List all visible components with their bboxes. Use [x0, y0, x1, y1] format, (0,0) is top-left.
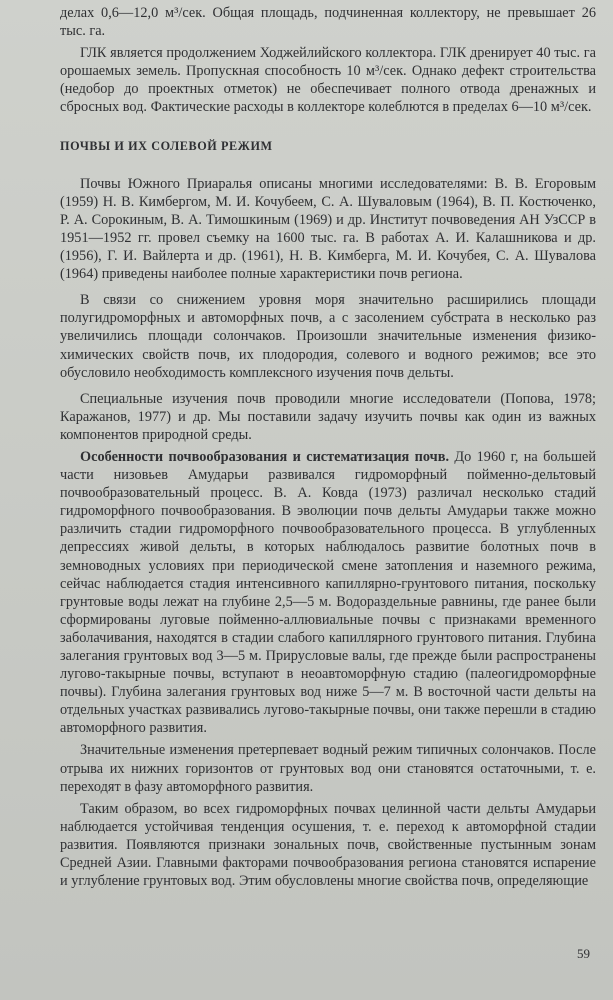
section-heading: ПОЧВЫ И ИХ СОЛЕВОЙ РЕЖИМ	[60, 138, 273, 153]
run-in-heading: Особенности почвообразования и систематизация почв.	[80, 448, 450, 465]
paragraph-soils-intro: Почвы Южного Приаралья описаны многими исследователями: В. В. Егоровым (1959) Н. В. Кимбергом, М. И. Кочубеем, С. А. Шуваловым (1964), В. П. Костюченко, Р. А. Сорокиным, В. А. Тимошкиным (1969) и др. Институт почвоведения АН УзССР в 1951—1952 гг. провел съемку на 1600 тыс. га. В работах А. И. Калашникова и др. (1956), Г. И. Вайлерта и др. (1961), Н. В. Кимберга, М. И. Кочубея, С. А. Шувалова (1964) приведены наиболее полные характеристики почв региона.	[60, 175, 596, 283]
page-body	[60, 4, 596, 890]
paragraph-soil-formation-text: До 1960 г, на большей части низовьев Амударьи развивался гидроморфный пойменно-дельтовый почвообразовательный процесс. В. А. Ковда (1973) различал несколько стадий гидроморфного почвообразования. В эволюции почв дельты Амударьи также можно различить стадии гидроморфного почвообразовательного процесса. В углубленных депрессиях живой дельты, в которых наблюдалось развитие болотных почв в земноводных условиях при периодической смене затопления и наземного режима, сейчас наблюдается стадия интенсивного капиллярно-грунтового питания, поскольку грунтовые воды лежат на глубине 2,5—5 м. Водораздельные равнины, где ранее были сформированы луговые пойменно-аллювиальные почвы с признаками временного заболачивания, находятся в стадии слабого капиллярного грунтового питания. Глубина залегания грунтовых вод 3—5 м. Прирусловые валы, где прежде были распространены лугово-такырные почвы, вступают в неоавтоморфную стадию (палеогидроморфные почвы). Глубина залегания грунтовых вод ниже 5—7 м. В восточной части дельты на отдельных участках развивались лугово-такырные почвы, они также перешли в стадию автоморфного развития.	[60, 448, 597, 737]
page-number: 59	[577, 946, 590, 961]
paragraph-conclusion: Таким образом, во всех гидроморфных почвах целинной части дельты Амударьи наблюдается устойчивая тенденция осушения, т. е. переход к автоморфной стадии развития. Появляются признаки зональных почв, свойственные пустынным зонам Средней Азии. Главными факторами почвообразования региона становятся испарение и углубление грунтовых вод. Этим обусловлены многие свойства почв, определяющие	[60, 800, 596, 890]
paragraph-sea-level: В связи со снижением уровня моря значительно расширились площади полугидроморфных и автоморфных почв, а с засолением субстрата в несколько раз увеличились площади солончаков. Произошли значительные изменения физико-химических свойств почв, их плодородия, солевого и водного режимов; все это обусловило необходимость комплексного изучения почв дельты.	[60, 292, 596, 381]
paragraph-solonchaks: Значительные изменения претерпевает водный режим типичных солончаков. После отрыва их нижних горизонтов от грунтовых вод они становятся остаточными, т. е. переходят в фазу автоморфного развития.	[60, 742, 596, 795]
paragraph-studies: Специальные изучения почв проводили многие исследователи (Попова, 1978; Каражанов, 1977) и др. Мы поставили задачу изучить почвы как один из важных компонентов природной среды.	[60, 390, 596, 443]
paragraph-continued: делах 0,6—12,0 м³/сек. Общая площадь, подчиненная коллектору, не превышает 26 тыс. га.	[60, 5, 596, 40]
paragraph-soil-formation	[60, 448, 596, 738]
paragraph-glk: ГЛК является продолжением Ходжейлийского коллектора. ГЛК дренирует 40 тыс. га орошаемых земель. Пропускная способность 10 м³/сек. Однако дефект строительства (недобор до проектных отметок) не обеспечивает полного отвода дренажных и сбросных вод. Фактические расходы в коллекторе колеблются в пределах 6—10 м³/сек.	[60, 45, 596, 116]
